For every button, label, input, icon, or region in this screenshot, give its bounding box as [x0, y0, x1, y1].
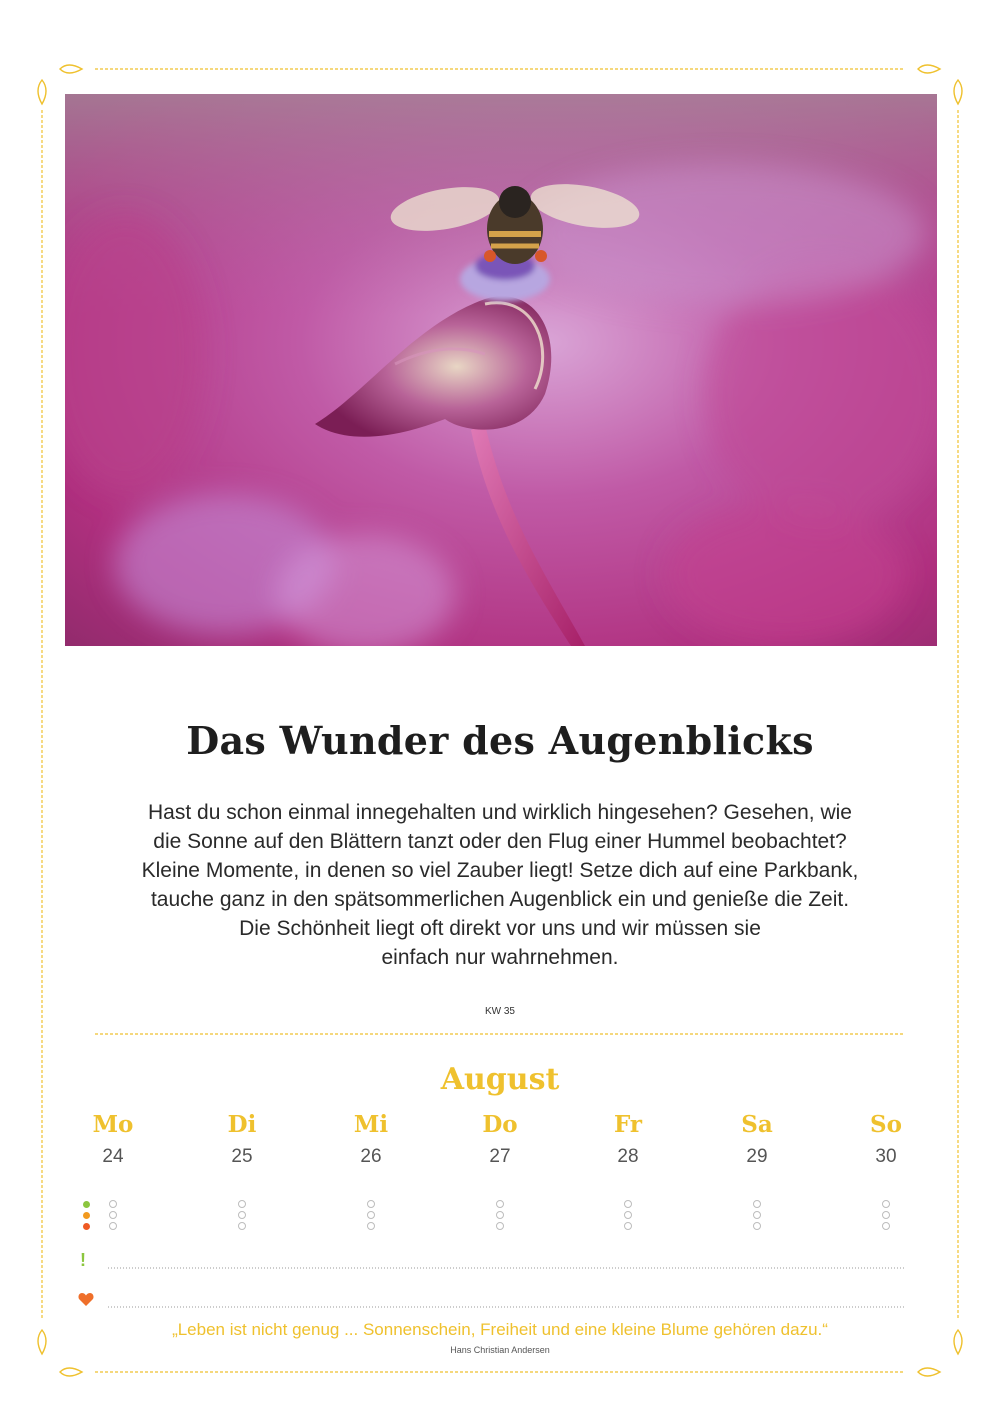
weekday-label: Di [227, 1111, 257, 1138]
paragraph-line: einfach nur wahrnehmen. [381, 946, 619, 969]
priority-checkboxes[interactable] [623, 1200, 633, 1233]
weekday-label: Do [482, 1111, 518, 1138]
day-number: 28 [617, 1146, 639, 1167]
priority-checkboxes[interactable] [752, 1200, 762, 1233]
priority-checkboxes[interactable] [108, 1200, 118, 1233]
paragraph-line: Kleine Momente, in denen so viel Zauber liegt! Setze dich auf eine Parkbank, [141, 859, 859, 882]
day-number: 24 [102, 1146, 124, 1167]
day-number: 26 [360, 1146, 382, 1167]
priority-checkboxes[interactable] [237, 1200, 247, 1233]
priority-checkboxes[interactable] [881, 1200, 891, 1233]
priority-green-icon [83, 1201, 90, 1208]
paragraph-line: Die Schönheit liegt oft direkt vor uns und wir müssen sie [239, 917, 761, 940]
day-column-fr [588, 1110, 668, 1168]
priority-orange-icon [83, 1212, 90, 1219]
day-number: 29 [746, 1146, 768, 1167]
day-column-so [846, 1110, 926, 1168]
priority-checkboxes[interactable] [495, 1200, 505, 1233]
paragraph-line: Hast du schon einmal innegehalten und wirklich hingesehen? Gesehen, wie [148, 801, 852, 824]
paragraph-line: tauche ganz in den spätsommerlichen Augenblick ein und genieße die Zeit. [150, 888, 850, 911]
day-column-sa [717, 1110, 797, 1168]
weekday-label: Mi [353, 1111, 389, 1138]
quote-author: Hans Christian Andersen [450, 1345, 550, 1355]
exclamation-icon: ! [80, 1250, 86, 1270]
weekday-label: Sa [741, 1111, 773, 1138]
day-column-mi [331, 1110, 411, 1168]
week-number: KW 35 [484, 1006, 515, 1017]
weekday-label: Fr [613, 1111, 643, 1138]
weekday-label: Mo [92, 1111, 134, 1138]
heart-icon [78, 1292, 94, 1307]
day-number: 25 [231, 1146, 253, 1167]
weekday-label: So [870, 1111, 902, 1138]
paragraph-line: die Sonne auf den Blättern tanzt oder den Flug einer Hummel beobachtet? [153, 830, 847, 853]
day-number: 27 [489, 1146, 511, 1167]
day-number: 30 [875, 1146, 897, 1167]
month-title: August [440, 1062, 560, 1097]
footer-quote: „Leben ist nicht genug ... Sonnenschein, Freiheit und eine kleine Blume gehören dazu.“ [172, 1320, 828, 1339]
priority-checkboxes[interactable] [366, 1200, 376, 1233]
page-title: Das Wunder des Augenblicks [186, 718, 814, 763]
day-column-di [202, 1110, 282, 1168]
priority-red-icon [83, 1223, 90, 1230]
intro-paragraph [90, 798, 910, 972]
day-column-do [460, 1110, 540, 1168]
day-column-mo [73, 1110, 153, 1168]
bee-on-flower-photo [65, 94, 937, 646]
